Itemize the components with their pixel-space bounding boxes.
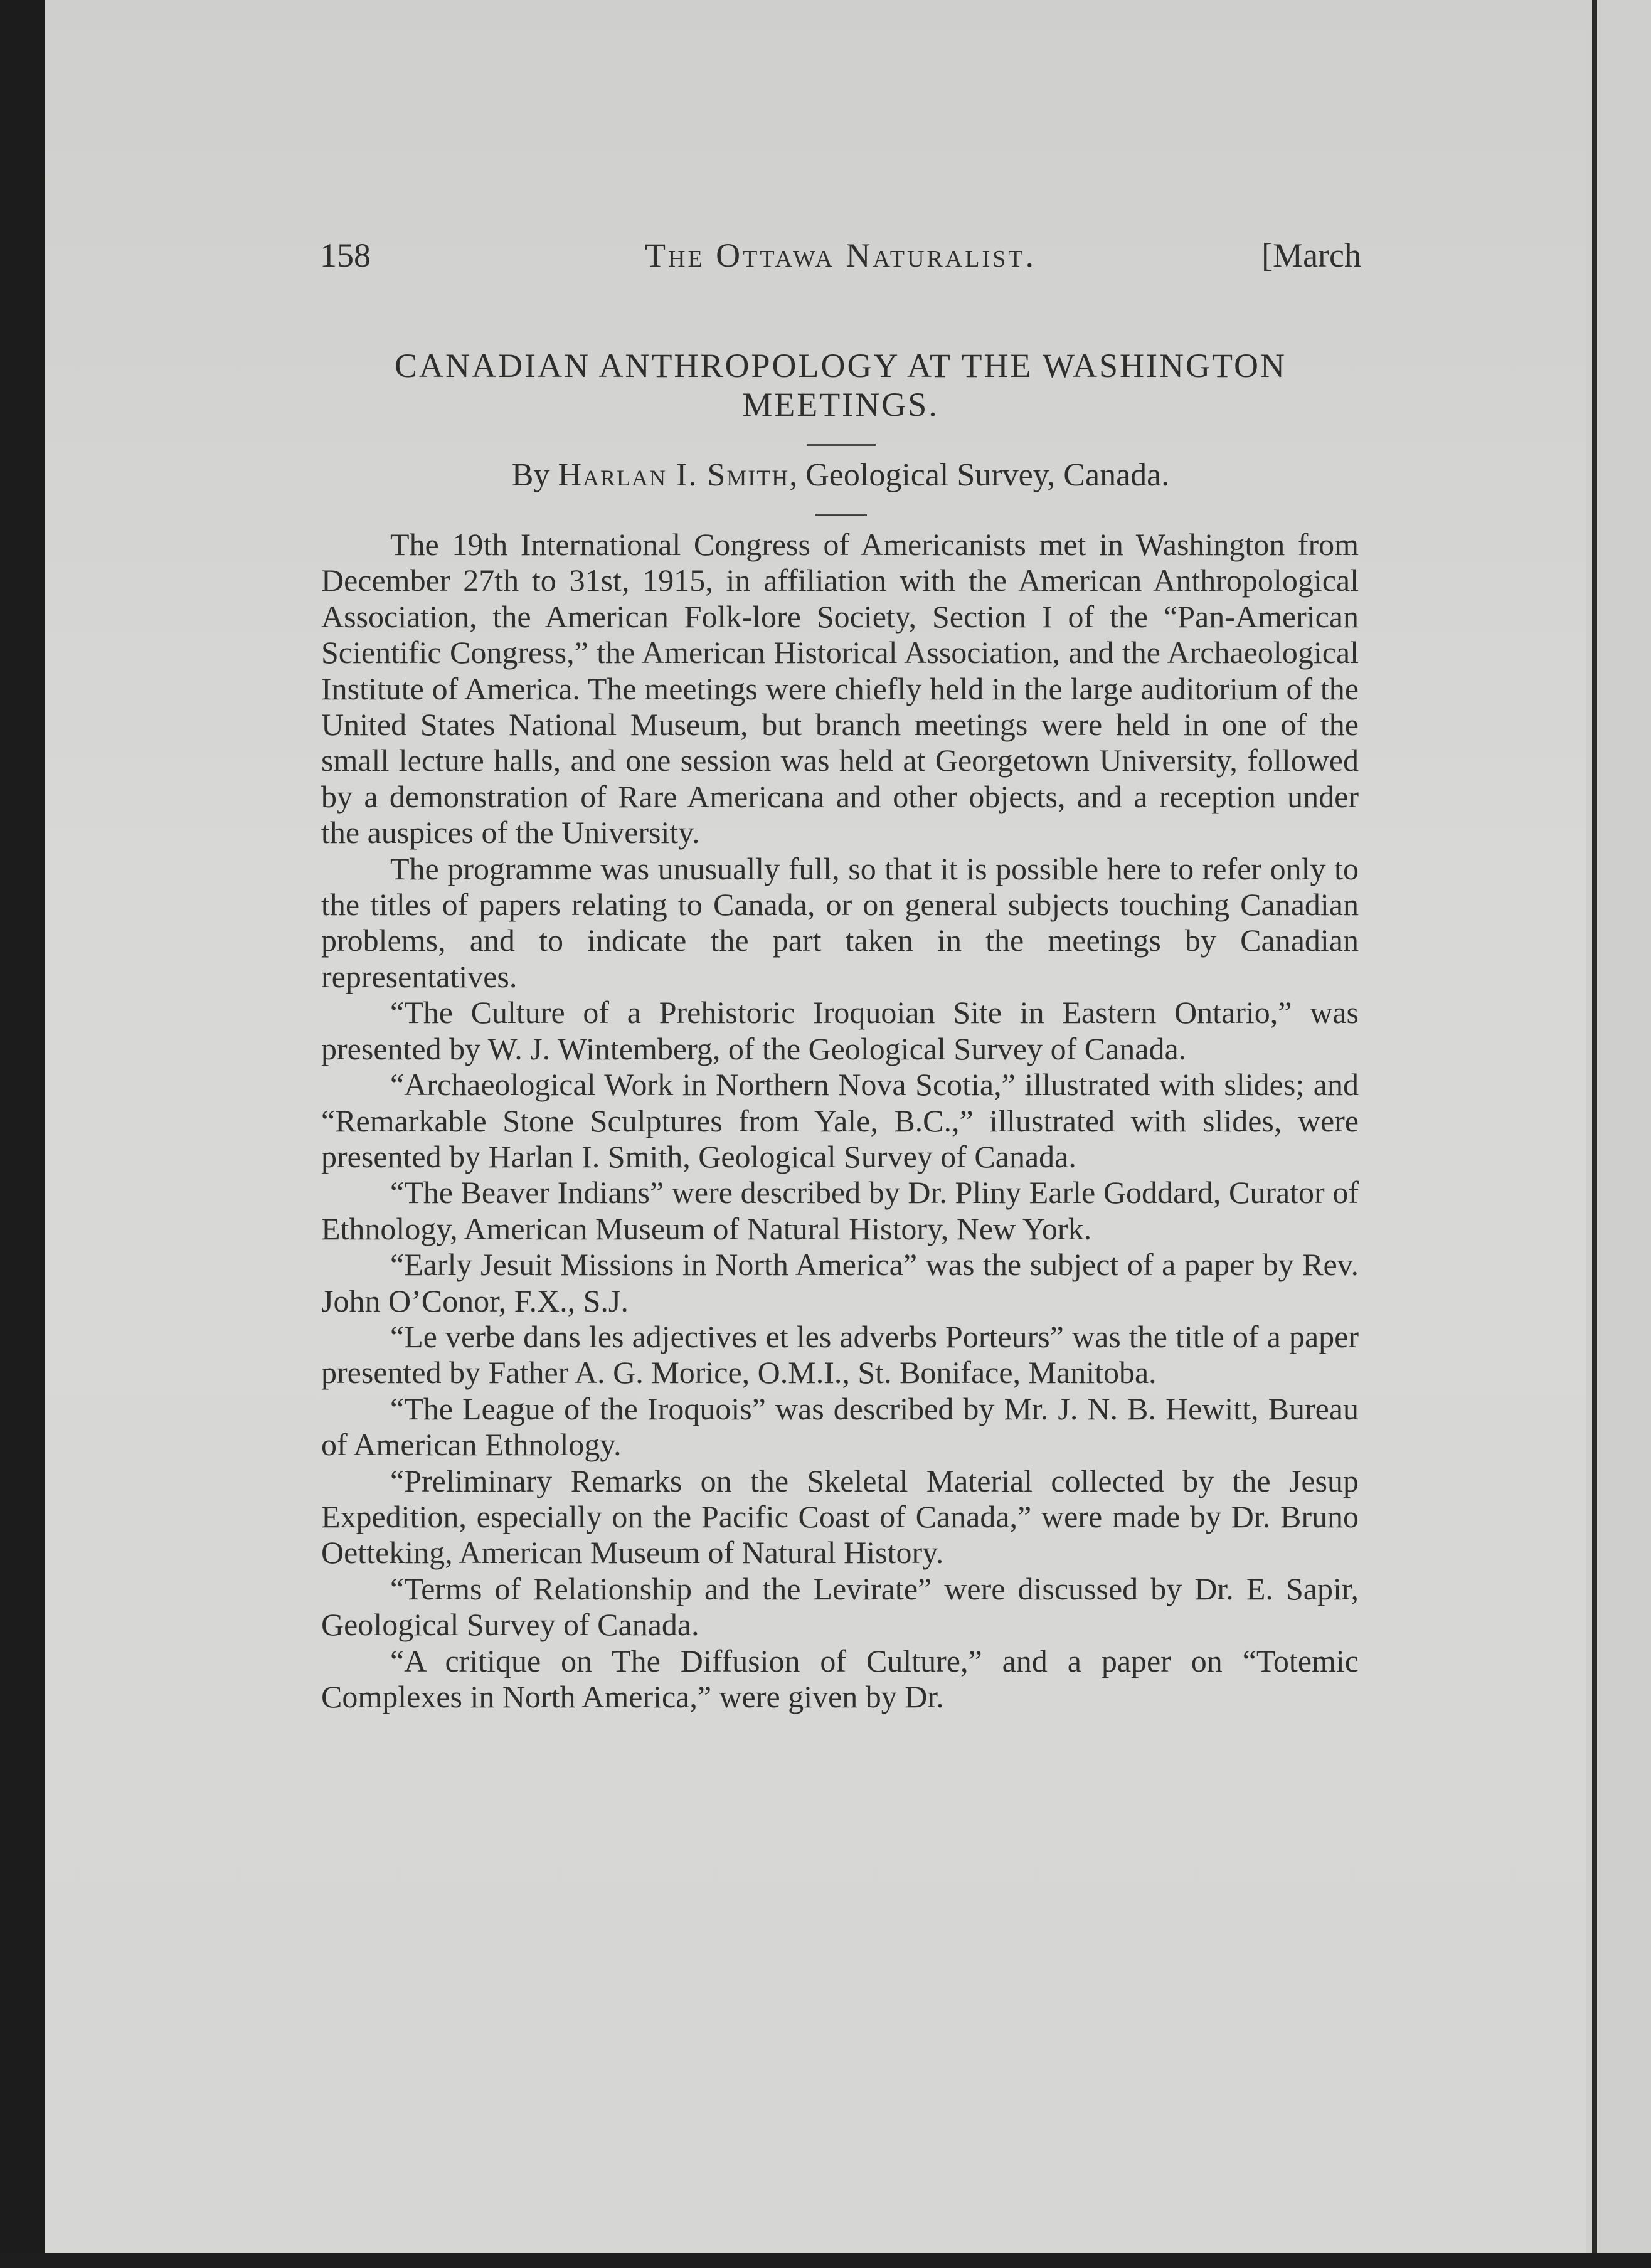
byline-rule bbox=[815, 514, 867, 516]
article-title: CANADIAN ANTHROPOLOGY AT THE WASHINGTON MEETINGS. bbox=[394, 347, 1287, 423]
byline-prefix: By bbox=[511, 457, 550, 493]
page-number: 158 bbox=[320, 236, 371, 274]
running-month: [March bbox=[1261, 236, 1361, 274]
paragraph: “Early Jesuit Missions in North America” was the subject of a paper by Rev. John O’Conor, F.X., S.J. bbox=[321, 1247, 1359, 1318]
title-rule bbox=[807, 444, 876, 446]
paragraph: The 19th International Congress of Americanists met in Washington from December 27th to 31st, 1915, in affiliation with the American Anthropological Association, the American Folk-lore Society, Section I of the “Pan-American Scientific Congress,” the American Historical Association, and the Archaeological Institute of America. The meetings were chiefly held in the large auditorium of the United States National Museum, but branch meetings were held in one of the small lecture halls, and one session was held at Georgetown University, followed by a demonstration of Rare Americana and other objects, and a reception under the auspices of the University. bbox=[321, 527, 1359, 850]
byline-author: Harlan I. Smith bbox=[558, 457, 790, 493]
scan-border-left bbox=[0, 0, 45, 2268]
paragraph: “The League of the Iroquois” was described by Mr. J. N. B. Hewitt, Bureau of American Ethnology. bbox=[321, 1391, 1359, 1463]
paragraph: “Archaeological Work in Northern Nova Scotia,” illustrated with slides; and “Remarkable Stone Sculptures from Yale, B.C.,” illustrated with slides, were presented by Harlan I. Smith, Geological Survey of Canada. bbox=[321, 1067, 1359, 1174]
running-head bbox=[320, 236, 1361, 286]
paragraph: The programme was unusually full, so that it is possible here to refer only to the titles of papers relating to Canada, or on general subjects touching Canadian problems, and to indicate the part taken in the meetings by Canadian representatives. bbox=[321, 850, 1359, 994]
scan-border-bottom bbox=[0, 2253, 1651, 2268]
scan-rule-right bbox=[1592, 0, 1597, 2268]
byline-affiliation: , Geological Survey, Canada. bbox=[789, 457, 1170, 493]
journal-title: The Ottawa Naturalist. bbox=[645, 236, 1036, 274]
paragraph: “A critique on The Diffusion of Culture,” and a paper on “Totemic Complexes in North America,” were given by Dr. bbox=[321, 1643, 1359, 1714]
paragraph: “Terms of Relationship and the Levirate” were discussed by Dr. E. Sapir, Geological Survey of Canada. bbox=[321, 1571, 1359, 1643]
byline bbox=[314, 457, 1367, 494]
paragraph: “Le verbe dans les adjectives et les adverbs Porteurs” was the title of a paper presented by Father A. G. Morice, O.M.I., St. Boniface, Manitoba. bbox=[321, 1318, 1359, 1391]
article-body bbox=[321, 527, 1359, 1715]
paragraph: “The Beaver Indians” were described by Dr. Pliny Earle Goddard, Curator of Ethnology, American Museum of Natural History, New York. bbox=[321, 1175, 1359, 1246]
paragraph: “Preliminary Remarks on the Skeletal Material collected by the Jesup Expedition, especially on the Pacific Coast of Canada,” were made by Dr. Bruno Oetteking, American Museum of Natural History. bbox=[321, 1463, 1359, 1571]
paragraph: “The Culture of a Prehistoric Iroquoian Site in Eastern Ontario,” was presented by W. J. Wintemberg, of the Geological Survey of Canada. bbox=[321, 995, 1359, 1066]
